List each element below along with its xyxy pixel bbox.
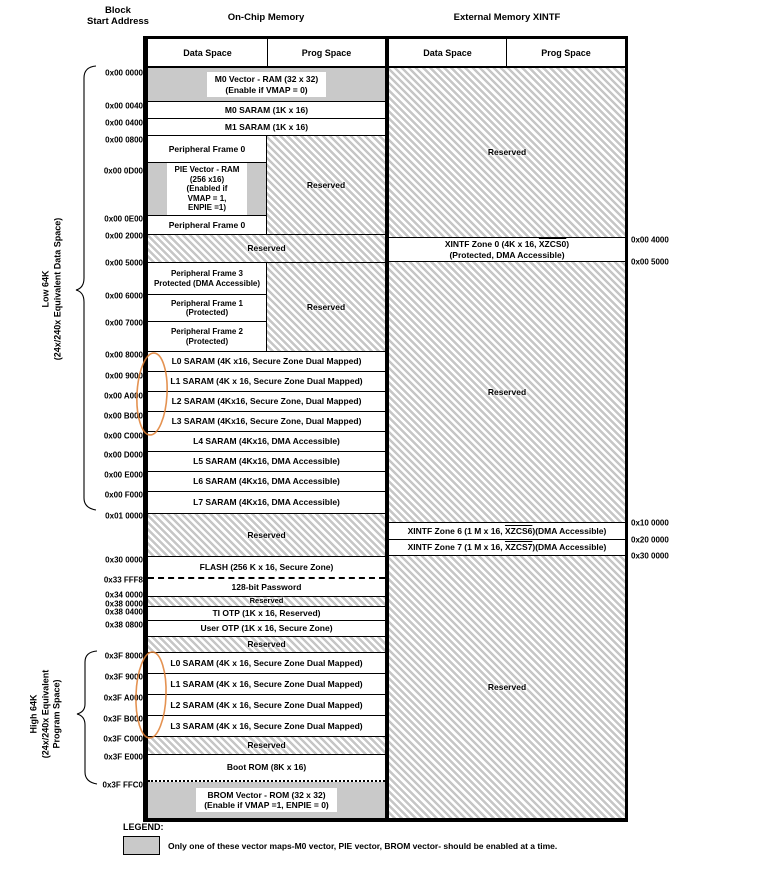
memory-region (148, 295, 267, 322)
region-label: L3 SARAM (4K x 16, Secure Zone Dual Mapped) (170, 720, 363, 731)
memory-region (148, 392, 385, 412)
high-64k-line2: (24x/240x Equivalent (40, 669, 51, 759)
external-address: 0x30 0000 (631, 551, 669, 561)
region-label: (Protected) (185, 308, 229, 317)
block-start-address: 0x00 7000 (105, 318, 143, 328)
region-label: Reserved (487, 386, 527, 397)
region-label: (Protected, DMA Accessible) (449, 249, 565, 260)
block-start-address: 0x3F E000 (103, 752, 143, 762)
region-label: L1 SARAM (4K x 16, Secure Zone Dual Mapped) (170, 678, 363, 689)
block-start-address: 0x00 E000 (104, 470, 143, 480)
high-64k-line1: High 64K (28, 694, 39, 734)
region-label: Reserved (247, 639, 286, 650)
block-start-address-header (87, 5, 149, 27)
memory-region (148, 607, 385, 621)
low-64k-bracket (76, 66, 96, 510)
vector-label-box (167, 163, 248, 214)
block-start-address: 0x38 0400 (105, 607, 143, 617)
region-label: Peripheral Frame 0 (168, 219, 246, 230)
block-start-address: 0x34 0000 (105, 590, 143, 600)
region-label (408, 542, 607, 552)
region-label: (Protected) (185, 336, 229, 346)
region-label: ENPIE =1) (187, 203, 226, 213)
region-label: L1 SARAM (4K x 16, Secure Zone Dual Mapped) (170, 376, 363, 387)
block-start-address: 0x38 0000 (105, 599, 143, 609)
legend-title: LEGEND: (123, 822, 164, 832)
region-label: (Enable if VMAP = 0) (225, 84, 308, 95)
region-label: PIE Vector - RAM (174, 165, 240, 175)
memory-region (148, 352, 385, 372)
col-header-onchip-data: Data Space (148, 39, 267, 68)
memory-region (148, 136, 267, 163)
region-label-part: XINTF Zone 6 (1 M x 16, (407, 525, 505, 536)
vector-map-region (148, 163, 267, 216)
block-start-address: 0x3F 9000 (104, 672, 143, 682)
region-label-part: )(DMA Accessible) (532, 542, 607, 553)
region-label: L0 SARAM (4K x16, Secure Zone Dual Mapped) (171, 356, 362, 367)
region-label: Reserved (306, 301, 346, 312)
reserved-region (267, 263, 385, 352)
memory-region (389, 523, 625, 540)
memory-region (148, 102, 385, 119)
region-label: Peripheral Frame 3 (170, 269, 244, 279)
reserved-region (389, 68, 625, 238)
external-address: 0x00 5000 (631, 257, 669, 267)
region-label: Protected (DMA Accessible) (153, 278, 261, 288)
region-label: Reserved (487, 681, 527, 692)
memory-region (148, 716, 385, 737)
vector-label-box (196, 788, 337, 812)
reserved-region (148, 637, 385, 653)
region-label: TI OTP (1K x 16, Reserved) (212, 608, 321, 619)
region-label (408, 526, 607, 536)
block-start-address: 0x38 0800 (105, 620, 143, 630)
external-address: 0x20 0000 (631, 535, 669, 545)
col-header-external-prog: Prog Space (506, 39, 625, 68)
memory-region (148, 119, 385, 136)
vector-label-box (207, 72, 326, 96)
legend-swatch (123, 836, 160, 855)
region-label: Peripheral Frame 2 (170, 327, 244, 337)
memory-region (148, 557, 385, 579)
chip-select-signal: XZCS7 (504, 542, 533, 553)
onchip-memory-header: On-Chip Memory (227, 12, 305, 23)
memory-region (148, 432, 385, 452)
region-label: (Enable if VMAP =1, ENPIE = 0) (204, 800, 329, 810)
region-label: L4 SARAM (4Kx16, DMA Accessible) (193, 436, 340, 447)
legend-text: Only one of these vector maps-M0 vector, PIE vector, BROM vector- should be enabled at a time. (168, 841, 558, 851)
memory-region (148, 653, 385, 674)
block-start-address: 0x00 5000 (105, 258, 143, 268)
region-label: M0 Vector - RAM (32 x 32) (214, 74, 319, 85)
memory-region (148, 412, 385, 432)
block-start-address: 0x3F FFC0 (102, 780, 143, 790)
region-label: L3 SARAM (4Kx16, Secure Zone, Dual Mapped) (171, 416, 362, 427)
block-start-address: 0x00 8000 (105, 350, 143, 360)
reserved-region (267, 136, 385, 235)
block-start-address: 0x3F C000 (103, 734, 143, 744)
high-64k-side-label (28, 670, 63, 759)
memory-region (148, 674, 385, 695)
chip-select-signal: XZCS6 (504, 525, 533, 536)
onchip-external-divider (385, 39, 389, 819)
region-label: Reserved (247, 740, 286, 751)
region-label: Reserved (306, 179, 346, 190)
memory-region (148, 755, 385, 782)
region-label: L0 SARAM (4K x 16, Secure Zone Dual Mapped) (170, 657, 363, 668)
block-start-address: 0x00 0400 (105, 118, 143, 128)
region-label-part: XINTF Zone 7 (1 M x 16, (407, 542, 505, 553)
region-label: Peripheral Frame 1 (170, 298, 244, 308)
chip-select-signal: XZCS0 (538, 239, 567, 250)
block-start-address: 0x00 C000 (103, 431, 143, 441)
block-start-address: 0x00 B000 (103, 411, 143, 421)
region-label: BROM Vector - ROM (32 x 32) (207, 789, 326, 800)
region-label-part: XINTF Zone 0 (4K x 16, (444, 239, 539, 250)
block-start-address: 0x00 0000 (105, 68, 143, 78)
block-start-line2: Start Address (87, 16, 149, 27)
memory-region (148, 216, 267, 235)
reserved-region (148, 514, 385, 557)
region-label-part: )(DMA Accessible) (532, 525, 607, 536)
memory-region (148, 492, 385, 514)
region-label: Reserved (247, 243, 286, 254)
region-label: 128-bit Password (231, 582, 302, 593)
block-start-address: 0x00 9000 (105, 371, 143, 381)
block-start-address: 0x00 0040 (105, 101, 143, 111)
block-start-address: 0x00 2000 (105, 231, 143, 241)
memory-region (148, 452, 385, 472)
external-memory-header: External Memory XINTF (453, 12, 561, 23)
block-start-address: 0x3F A000 (103, 693, 143, 703)
region-label: (256 x16) (189, 174, 225, 184)
block-start-address: 0x00 0800 (105, 135, 143, 145)
block-start-address: 0x30 0000 (105, 555, 143, 565)
memory-region (148, 695, 385, 716)
block-start-address: 0x00 6000 (105, 291, 143, 301)
reserved-region (389, 556, 625, 819)
col-header-external-data: Data Space (389, 39, 506, 68)
block-start-address: 0x00 D000 (103, 450, 143, 460)
region-label-part: ) (566, 239, 570, 250)
block-start-address: 0x3F 8000 (104, 651, 143, 661)
region-label: L7 SARAM (4Kx16, DMA Accessible) (193, 497, 340, 508)
region-label: M0 SARAM (1K x 16) (224, 104, 309, 115)
region-label: User OTP (1K x 16, Secure Zone) (200, 623, 333, 634)
region-label: L2 SARAM (4Kx16, Secure Zone, Dual Mapped) (171, 396, 362, 407)
region-label: L2 SARAM (4K x 16, Secure Zone Dual Mapped) (170, 699, 363, 710)
region-label: L6 SARAM (4Kx16, DMA Accessible) (193, 476, 340, 487)
block-start-address: 0x3F B000 (103, 714, 143, 724)
external-address: 0x10 0000 (631, 518, 669, 528)
memory-region (148, 263, 267, 295)
col-header-onchip-prog: Prog Space (267, 39, 385, 68)
block-start-address: 0x33 FFF8 (103, 575, 143, 585)
reserved-region (148, 235, 385, 263)
memory-region (148, 579, 385, 597)
region-label: Reserved (487, 147, 527, 158)
reserved-region (389, 262, 625, 523)
memory-region (148, 472, 385, 492)
external-address: 0x00 4000 (631, 235, 669, 245)
block-start-address: 0x00 0D00 (103, 166, 143, 176)
low-64k-side-label (40, 218, 63, 361)
region-label: VMAP = 1, (187, 193, 227, 203)
reserved-region (148, 597, 385, 607)
region-label: Reserved (247, 529, 286, 540)
vector-map-region (148, 68, 385, 102)
block-start-line1: Block (105, 5, 131, 16)
memory-region (148, 372, 385, 392)
memory-region (148, 621, 385, 637)
region-label: (Enabled if (186, 184, 228, 194)
region-label: M1 SARAM (1K x 16) (224, 121, 309, 132)
region-label (445, 239, 569, 249)
block-start-address: 0x00 0E00 (104, 214, 143, 224)
memory-region (148, 322, 267, 352)
low-64k-line2: (24x/240x Equivalent Data Space) (52, 217, 62, 361)
reserved-region (148, 737, 385, 755)
region-label: Peripheral Frame 0 (168, 143, 246, 154)
vector-map-region (148, 782, 385, 819)
memory-region (389, 540, 625, 556)
region-label: Reserved (249, 596, 284, 606)
high-64k-line3: Program Space) (51, 679, 62, 749)
block-start-address: 0x00 F000 (104, 490, 143, 500)
low-64k-line1: Low 64K (40, 270, 51, 308)
region-label: Boot ROM (8K x 16) (226, 762, 307, 773)
region-label: L5 SARAM (4Kx16, DMA Accessible) (193, 456, 340, 467)
block-start-address: 0x01 0000 (105, 511, 143, 521)
region-label: FLASH (256 K x 16, Secure Zone) (199, 561, 334, 572)
memory-region (389, 238, 625, 262)
block-start-address: 0x00 A000 (104, 391, 143, 401)
